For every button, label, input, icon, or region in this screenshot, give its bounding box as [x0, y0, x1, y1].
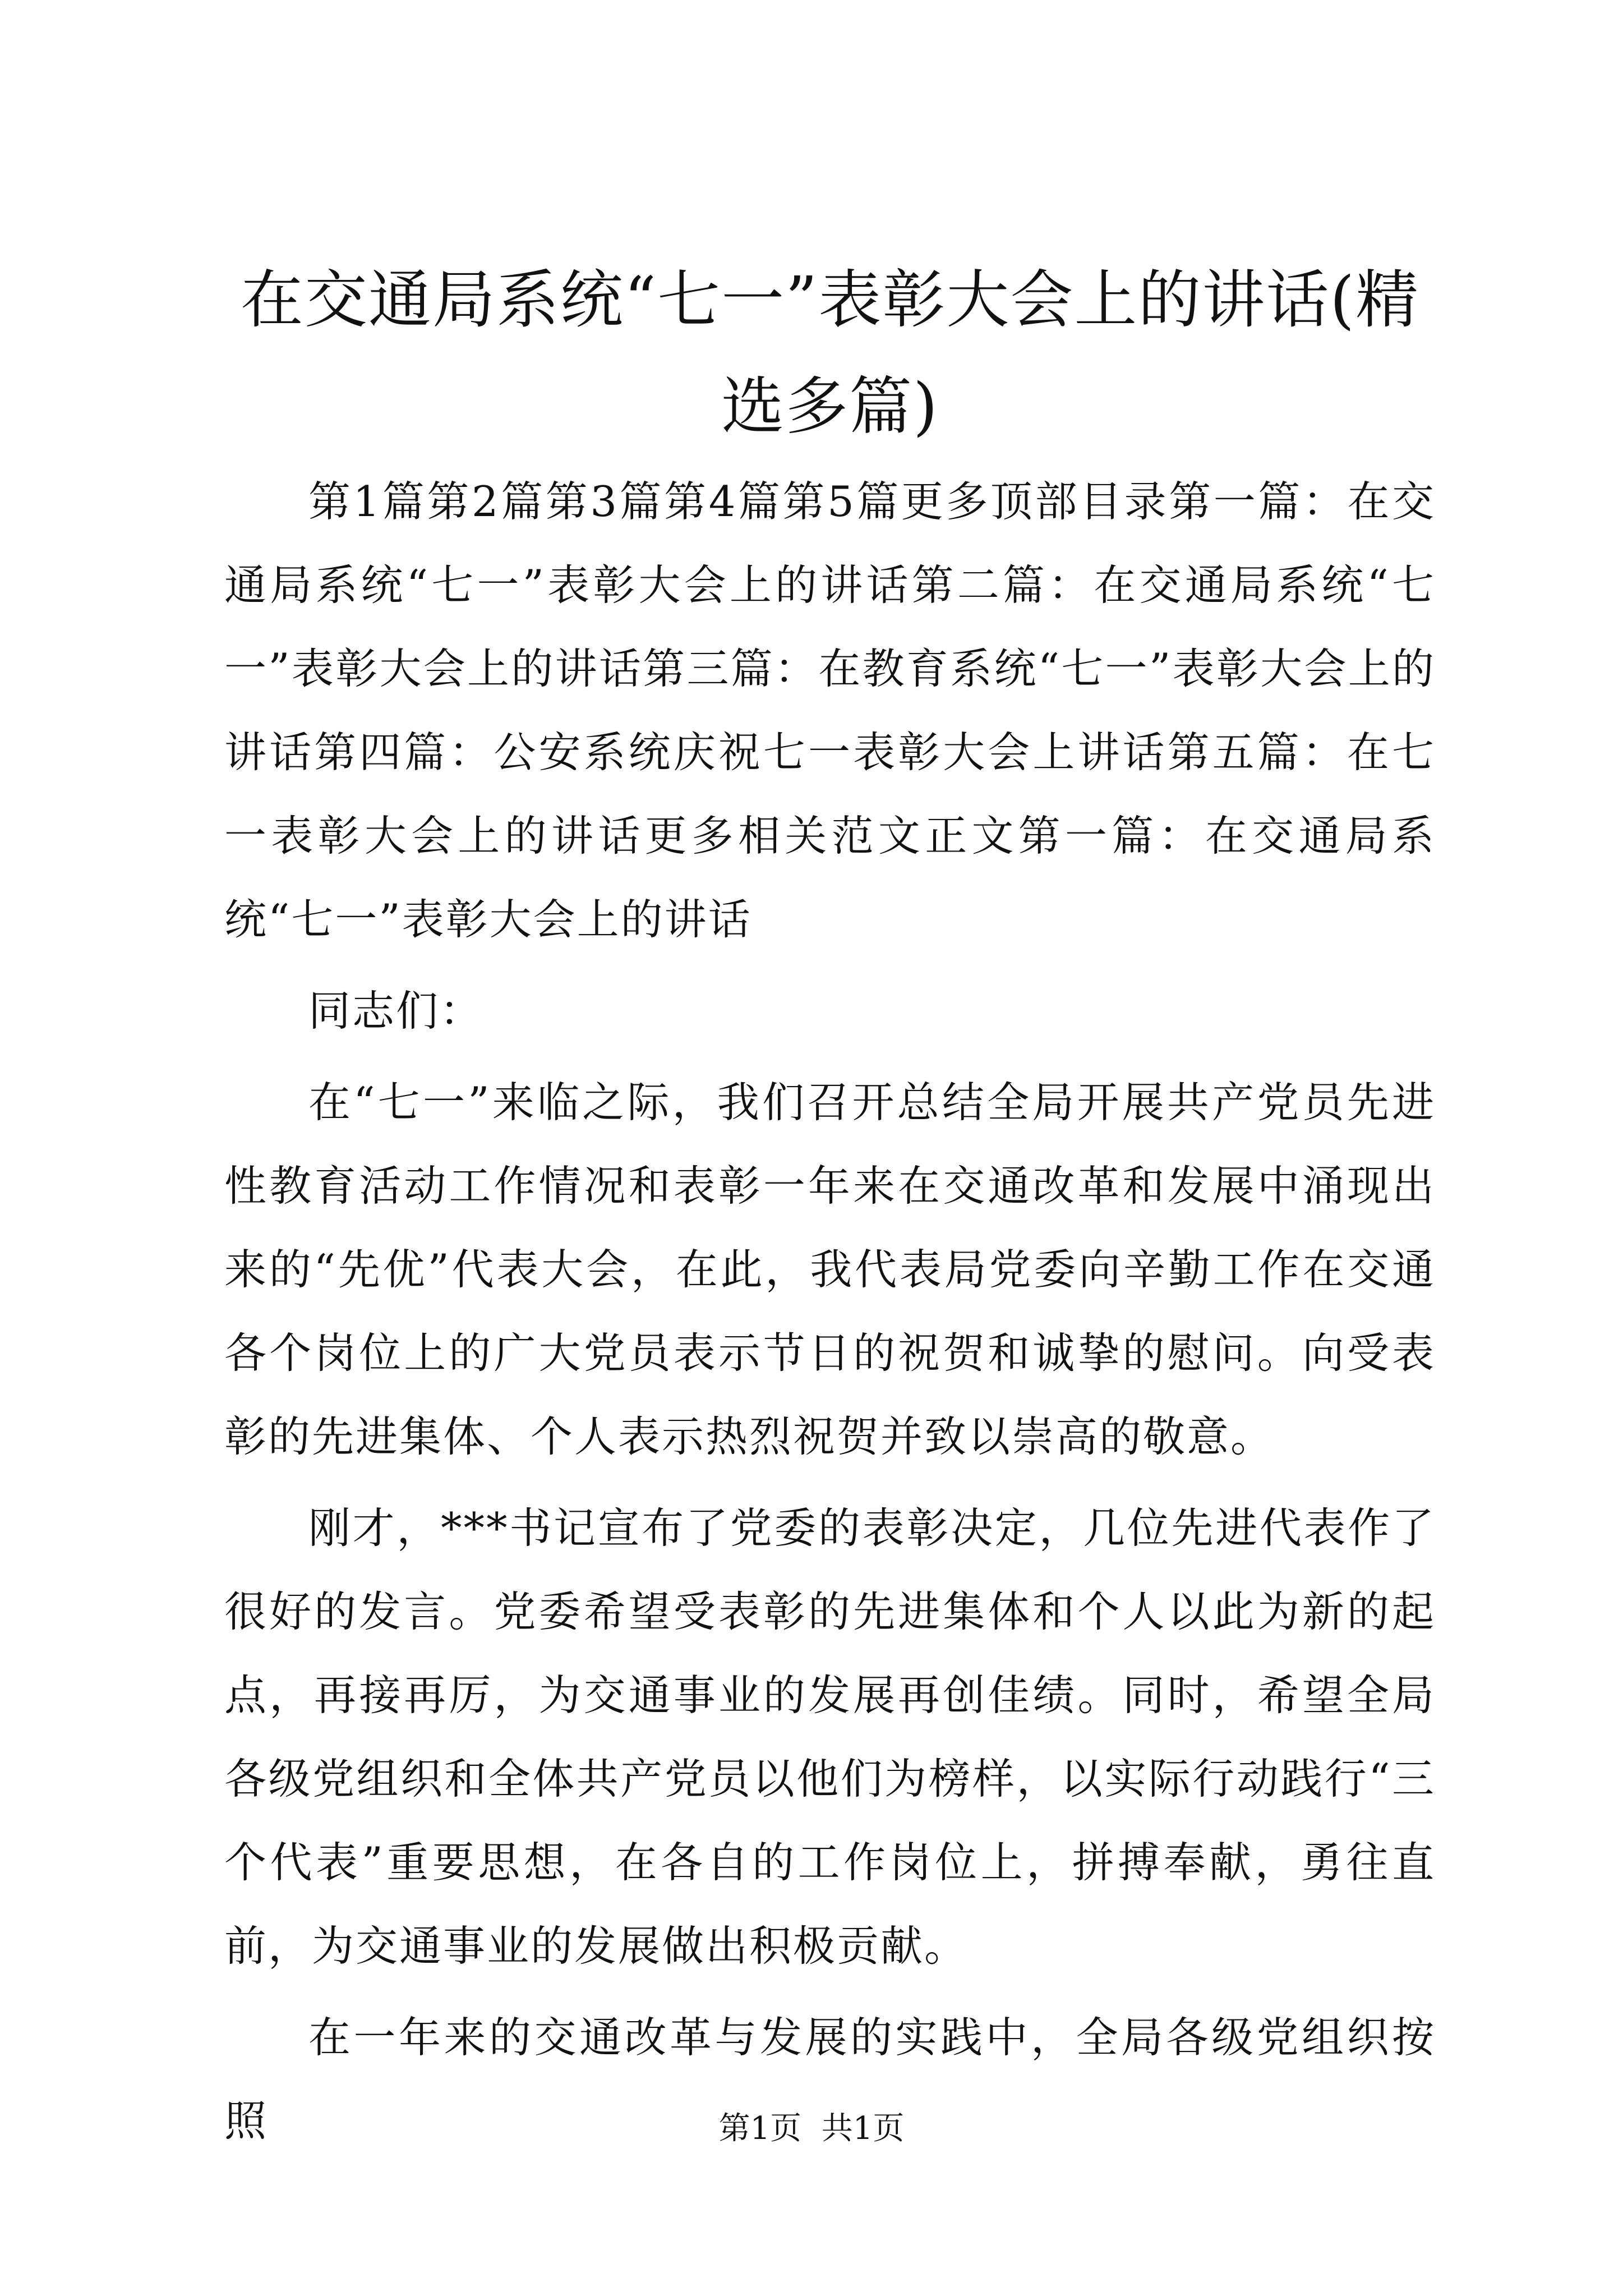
body-paragraph: 在一年来的交通改革与发展的实践中，全局各级党组织按照: [224, 2013, 1436, 2146]
toc-paragraph: 第1篇第2篇第3篇第4篇第5篇更多顶部目录第一篇：在交通局系统“七一”表彰大会上的讲话第二篇：在交通局系统“七一”表彰大会上的讲话第三篇：在教育系统“七一”表彰大会上的讲话第四篇：公安系统庆祝七一表彰大会上讲话第五篇：在七一表彰大会上的讲话更多相关范文正文第一篇：在交通局系统“七一”表彰大会上的讲话: [224, 477, 1436, 944]
salutation-paragraph: 同志们：: [308, 986, 484, 1036]
page-total: 共1页: [821, 2110, 905, 2147]
page-number: 第1页: [718, 2110, 802, 2147]
body-paragraph: 刚才，***书记宣布了党委的表彰决定，几位先进代表作了很好的发言。党委希望受表彰的先进集体和个人以此为新的起点，再接再厉，为交通事业的发展再创佳绩。同时，希望全局各级党组织和全体共产党员以他们为榜样，以实际行动践行“三个代表”重要思想，在各自的工作岗位上，拼搏奉献，勇往直前，为交通事业的发展做出积极贡献。: [224, 1503, 1436, 1971]
document-title: 在交通局系统“七一”表彰大会上的讲话(精选多篇): [240, 264, 1420, 443]
body-paragraph: 在“七一”来临之际，我们召开总结全局开展共产党员先进性教育活动工作情况和表彰一年来在交通改革和发展中涌现出来的“先优”代表大会，在此，我代表局党委向辛勤工作在交通各个岗位上的广大党员表示节日的祝贺和诚挚的慰问。向受表彰的先进集体、个人表示热烈祝贺并致以崇高的敬意。: [224, 1078, 1436, 1461]
document-body: [224, 460, 1436, 2171]
page-footer: [0, 2106, 1623, 2151]
